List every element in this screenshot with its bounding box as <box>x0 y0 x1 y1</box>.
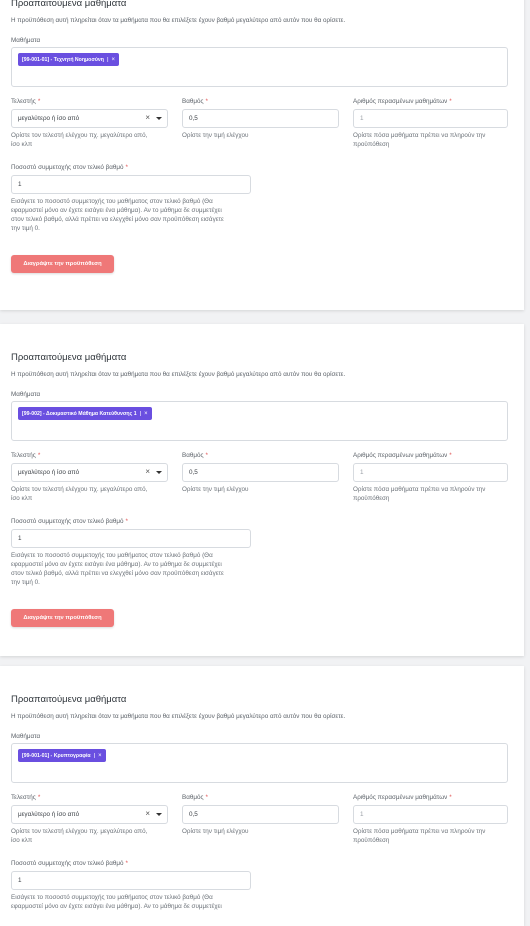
grade-input[interactable]: 0,5 <box>182 463 339 482</box>
courses-multiselect[interactable] <box>11 743 508 783</box>
grade-hint: Ορίστε την τιμή ελέγχου <box>182 486 249 493</box>
section-title: Προαπαιτούμενα μαθήματα <box>11 694 127 705</box>
course-tag <box>18 749 106 762</box>
course-tag <box>18 407 152 420</box>
courses-label: Μαθήματα <box>11 37 41 44</box>
required-asterisk: * <box>205 452 208 459</box>
grade-input[interactable]: 0,5 <box>182 805 339 824</box>
operator-hint <box>11 485 147 503</box>
tag-separator: | <box>93 752 96 759</box>
prerequisite-card <box>0 324 524 656</box>
grade-hint: Ορίστε την τιμή ελέγχου <box>182 132 249 139</box>
chevron-down-icon[interactable] <box>156 117 162 120</box>
required-asterisk: * <box>205 98 208 105</box>
passed-courses-hint <box>353 131 485 149</box>
hint-line: Ορίστε πόσα μαθήματα πρέπει να πληρούν την <box>353 132 486 139</box>
required-asterisk: * <box>37 794 41 801</box>
percentage-label-text: Ποσοστό συμμετοχής στον τελικό βαθμό <box>11 860 124 867</box>
percentage-hint <box>11 893 222 911</box>
required-asterisk: * <box>37 452 41 459</box>
hint-line: Ορίστε τον τελεστή ελέγχου πχ. μεγαλύτερο από, <box>11 828 148 835</box>
passed-courses-input[interactable]: 1 <box>353 109 508 128</box>
required-asterisk: * <box>449 794 452 801</box>
hint-line: Εισάγετε το ποσοστό συμμετοχής του μαθήματος στον τελικό βαθμό (Θα <box>11 198 213 205</box>
hint-line: προϋπόθεση <box>353 837 390 844</box>
percentage-hint <box>11 551 224 587</box>
course-tag <box>18 53 119 66</box>
percentage-input[interactable]: 1 <box>11 871 251 890</box>
required-asterisk: * <box>125 164 128 171</box>
clear-icon[interactable]: × <box>145 467 150 476</box>
required-asterisk: * <box>449 98 452 105</box>
chevron-down-icon[interactable] <box>156 471 162 474</box>
tag-separator: | <box>106 56 109 63</box>
required-asterisk: * <box>449 452 452 459</box>
hint-line: στον τελικό βαθμό, αλλά πρέπει να ελεγχθεί μόνο σαν προϋπόθεση εισάγετε <box>11 570 224 577</box>
passed-courses-label <box>353 98 452 105</box>
passed-courses-input[interactable]: 1 <box>353 463 508 482</box>
percentage-hint <box>11 197 224 233</box>
passed-label-text: Αριθμός περασμένων μαθημάτων <box>353 794 448 801</box>
delete-condition-button[interactable]: Διαγράψτε την προϋπόθεση <box>11 609 114 627</box>
operator-label-text: Τελεστής <box>11 98 36 105</box>
passed-courses-hint <box>353 827 485 845</box>
percentage-label-text: Ποσοστό συμμετοχής στον τελικό βαθμό <box>11 164 124 171</box>
section-description: Η προϋπόθεση αυτή πληρείται όταν τα μαθήματα που θα επιλέξετε έχουν βαθμό μεγαλύτερο από αυτόν που θα ορίσετε. <box>11 17 346 24</box>
section-description: Η προϋπόθεση αυτή πληρείται όταν τα μαθήματα που θα επιλέξετε έχουν βαθμό μεγαλύτερο από αυτόν που θα ορίσετε. <box>11 713 346 720</box>
passed-courses-input[interactable]: 1 <box>353 805 508 824</box>
prerequisite-card <box>0 0 524 310</box>
operator-label <box>11 452 40 459</box>
operator-select[interactable] <box>11 109 168 128</box>
required-asterisk: * <box>37 98 41 105</box>
courses-multiselect[interactable] <box>11 47 508 87</box>
grade-label-text: Βαθμός <box>182 98 204 105</box>
operator-select[interactable] <box>11 463 168 482</box>
operator-value: μεγαλύτερο ή ίσο από <box>18 115 80 122</box>
operator-label <box>11 98 40 105</box>
section-description: Η προϋπόθεση αυτή πληρείται όταν τα μαθήματα που θα επιλέξετε έχουν βαθμό μεγαλύτερο από αυτόν που θα ορίσετε. <box>11 371 346 378</box>
hint-line: Ορίστε τον τελεστή ελέγχου πχ. μεγαλύτερο από, <box>11 132 148 139</box>
percentage-label-text: Ποσοστό συμμετοχής στον τελικό βαθμό <box>11 518 124 525</box>
operator-hint <box>11 827 147 845</box>
passed-courses-label <box>353 452 452 459</box>
passed-label-text: Αριθμός περασμένων μαθημάτων <box>353 452 448 459</box>
hint-line: εφαρμοστεί μόνο αν έχετε εισάγει ένα μάθημα). Αν το μάθημα δε συμμετέχει <box>11 561 222 568</box>
grade-input[interactable]: 0,5 <box>182 109 339 128</box>
hint-line: προϋπόθεση <box>353 495 390 502</box>
required-asterisk: * <box>125 518 128 525</box>
remove-tag-icon[interactable]: × <box>111 56 115 63</box>
section-title: Προαπαιτούμενα μαθήματα <box>11 0 127 9</box>
required-asterisk: * <box>205 794 208 801</box>
hint-line: στον τελικό βαθμό, αλλά πρέπει να ελεγχθεί μόνο σαν προϋπόθεση εισάγετε <box>11 216 224 223</box>
hint-line: ίσο κλπ <box>11 495 33 502</box>
grade-label <box>182 452 208 459</box>
passed-courses-label <box>353 794 452 801</box>
clear-icon[interactable]: × <box>145 113 150 122</box>
operator-hint <box>11 131 147 149</box>
remove-tag-icon[interactable]: × <box>144 410 148 417</box>
hint-line: εφαρμοστεί μόνο αν έχετε εισάγει ένα μάθημα). Αν το μάθημα δε συμμετέχει <box>11 903 222 910</box>
operator-label <box>11 794 40 801</box>
passed-courses-hint <box>353 485 485 503</box>
grade-label-text: Βαθμός <box>182 452 204 459</box>
hint-line: ίσο κλπ <box>11 141 33 148</box>
operator-value: μεγαλύτερο ή ίσο από <box>18 811 80 818</box>
grade-label-text: Βαθμός <box>182 794 204 801</box>
grade-label <box>182 98 208 105</box>
hint-line: Εισάγετε το ποσοστό συμμετοχής του μαθήματος στον τελικό βαθμό (Θα <box>11 552 213 559</box>
courses-multiselect[interactable] <box>11 401 508 441</box>
hint-line: Ορίστε πόσα μαθήματα πρέπει να πληρούν την <box>353 486 486 493</box>
required-asterisk: * <box>125 860 128 867</box>
hint-line: Ορίστε πόσα μαθήματα πρέπει να πληρούν την <box>353 828 486 835</box>
grade-label <box>182 794 208 801</box>
passed-label-text: Αριθμός περασμένων μαθημάτων <box>353 98 448 105</box>
percentage-label <box>11 518 128 525</box>
course-tag-label: [99-002] - Δοκιμαστικό Μάθημα Κατεύθυνσης 1 <box>22 410 137 417</box>
grade-hint: Ορίστε την τιμή ελέγχου <box>182 828 249 835</box>
operator-value: μεγαλύτερο ή ίσο από <box>18 469 80 476</box>
hint-line: Ορίστε τον τελεστή ελέγχου πχ. μεγαλύτερο από, <box>11 486 148 493</box>
course-tag-label: [99-001-01] - Κρυπτογραφία <box>22 752 91 759</box>
courses-label: Μαθήματα <box>11 733 41 740</box>
section-title: Προαπαιτούμενα μαθήματα <box>11 352 127 363</box>
delete-condition-button[interactable]: Διαγράψτε την προϋπόθεση <box>11 255 114 273</box>
operator-label-text: Τελεστής <box>11 452 36 459</box>
hint-line: την τιμή 0. <box>11 225 40 232</box>
operator-label-text: Τελεστής <box>11 794 36 801</box>
hint-line: ίσο κλπ <box>11 837 33 844</box>
tag-separator: | <box>139 410 142 417</box>
hint-line: Εισάγετε το ποσοστό συμμετοχής του μαθήματος στον τελικό βαθμό (Θα <box>11 894 213 901</box>
prerequisite-card <box>0 666 524 926</box>
percentage-input[interactable]: 1 <box>11 175 251 194</box>
chevron-down-icon[interactable] <box>156 813 162 816</box>
hint-line: εφαρμοστεί μόνο αν έχετε εισάγει ένα μάθημα). Αν το μάθημα δε συμμετέχει <box>11 207 222 214</box>
percentage-input[interactable]: 1 <box>11 529 251 548</box>
operator-select[interactable] <box>11 805 168 824</box>
courses-label: Μαθήματα <box>11 391 41 398</box>
clear-icon[interactable]: × <box>145 809 150 818</box>
percentage-label <box>11 860 128 867</box>
percentage-label <box>11 164 128 171</box>
hint-line: προϋπόθεση <box>353 141 390 148</box>
hint-line: την τιμή 0. <box>11 579 40 586</box>
remove-tag-icon[interactable]: × <box>98 752 102 759</box>
course-tag-label: [99-001-01] - Τεχνητή Νοημοσύνη <box>22 56 104 63</box>
